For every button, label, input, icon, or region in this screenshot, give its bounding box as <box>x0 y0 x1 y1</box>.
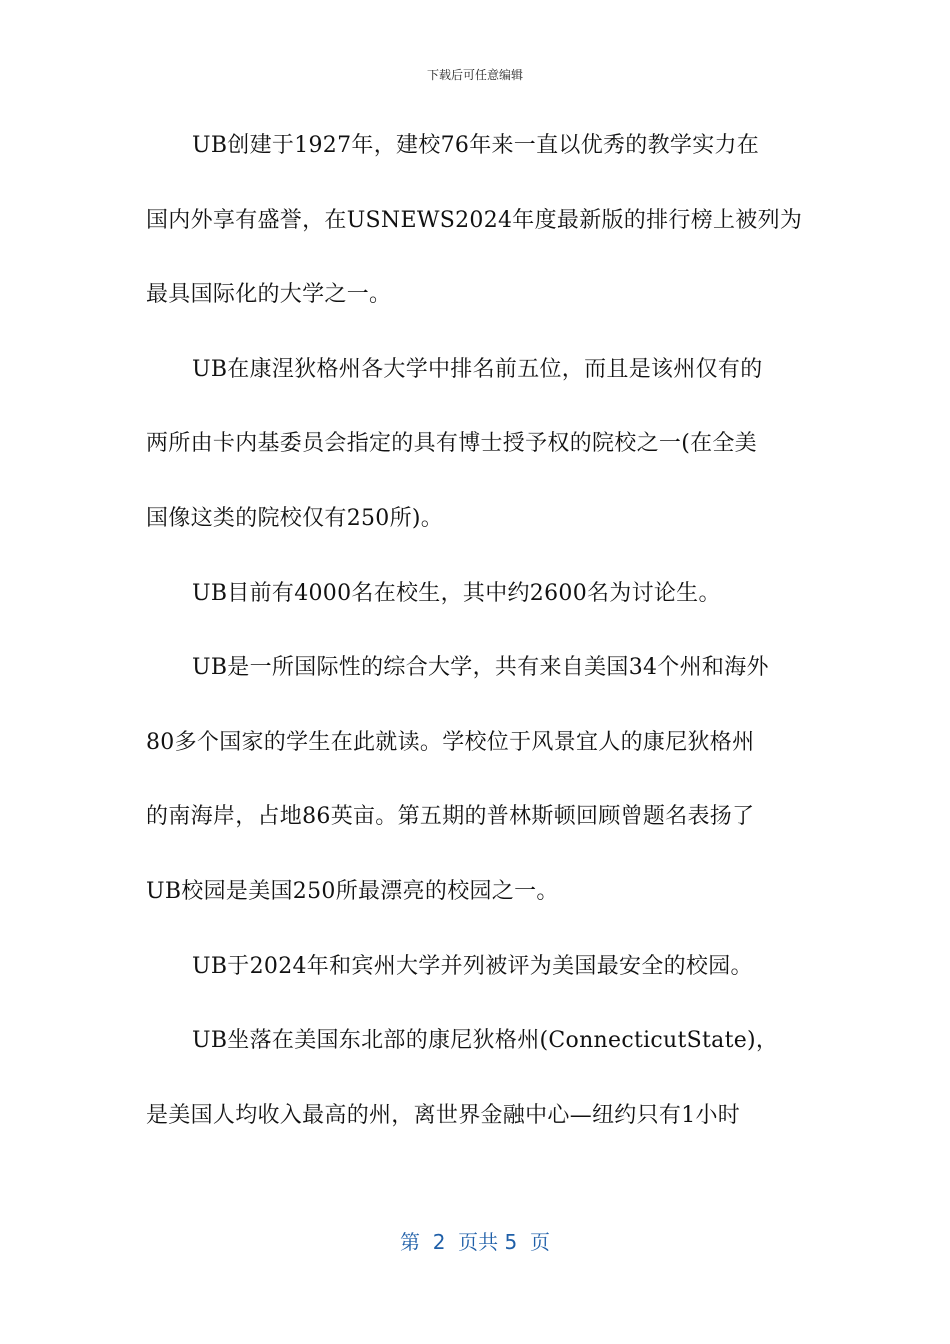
document-body <box>146 124 811 1168</box>
paragraph-line: 国内外享有盛誉，在USNEWS2024年度最新版的排行榜上被列为 <box>146 207 803 233</box>
paragraph-line: UB坐落在美国东北部的康尼狄格州(ConnecticutState)， <box>192 1028 779 1054</box>
paragraph-line: 的南海岸，占地86英亩。第五期的普林斯顿回顾曾题名表扬了 <box>146 804 755 830</box>
paragraph-line: UB目前有4000名在校生，其中约2600名为讨论生。 <box>192 580 721 606</box>
paragraph-line: 国像这类的院校仅有250所)。 <box>146 505 444 531</box>
paragraph-line: UB于2024年和宾州大学并列被评为美国最安全的校园。 <box>192 953 753 979</box>
header-note: 下载后可任意编辑 <box>426 68 523 82</box>
paragraph-line: 两所由卡内基委员会指定的具有博士授予权的院校之一(在全美 <box>146 431 757 457</box>
paragraph-line: 是美国人均收入最高的州，离世界金融中心—纽约只有1小时 <box>146 1102 741 1128</box>
paragraph-line: UB是一所国际性的综合大学，共有来自美国34个州和海外 <box>192 655 769 681</box>
paragraph-line: 最具国际化的大学之一。 <box>146 282 392 308</box>
paragraph-line: UB在康涅狄格州各大学中排名前五位，而且是该州仅有的 <box>192 356 763 382</box>
paragraph-line: UB校园是美国250所最漂亮的校园之一。 <box>146 878 559 904</box>
paragraph-line: UB创建于1927年，建校76年来一直以优秀的教学实力在 <box>192 133 760 158</box>
page-number: 第 2 页共 5 页 <box>400 1230 550 1254</box>
paragraph-line: 80多个国家的学生在此就读。学校位于风景宜人的康尼狄格州 <box>146 729 755 755</box>
